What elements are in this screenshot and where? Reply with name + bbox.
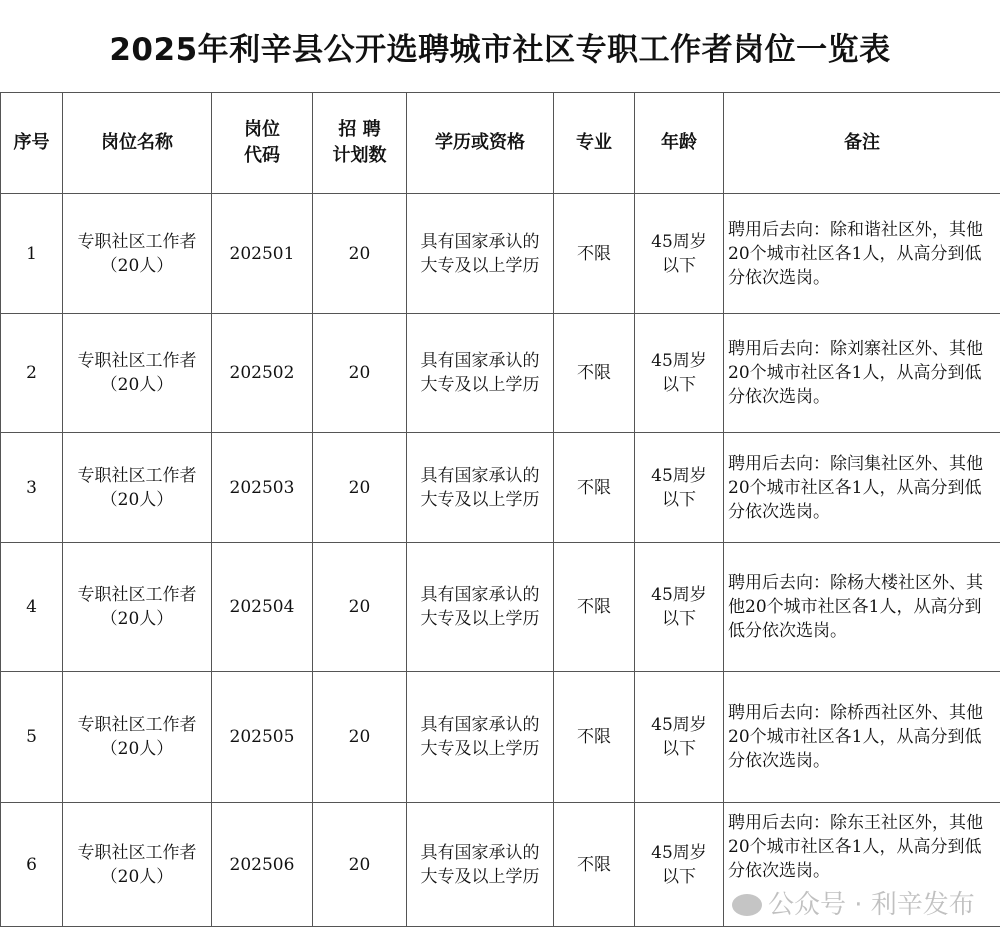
position-code: 202505 <box>212 672 313 803</box>
column-header: 岗位名称 <box>63 93 212 194</box>
age-limit: 45周岁以下 <box>635 803 724 927</box>
major: 不限 <box>554 672 635 803</box>
position-name: 专职社区工作者（20人） <box>63 314 212 433</box>
row-number: 5 <box>1 672 63 803</box>
table-row <box>1 543 1000 672</box>
major: 不限 <box>554 543 635 672</box>
hire-count: 20 <box>313 433 407 543</box>
row-number: 3 <box>1 433 63 543</box>
hire-count: 20 <box>313 803 407 927</box>
position-name: 专职社区工作者（20人） <box>63 194 212 314</box>
hire-count: 20 <box>313 543 407 672</box>
table-row <box>1 672 1000 803</box>
position-name: 专职社区工作者（20人） <box>63 672 212 803</box>
major: 不限 <box>554 194 635 314</box>
major: 不限 <box>554 314 635 433</box>
note: 聘用后去向：除刘寨社区外、其他20个城市社区各1人，从高分到低分依次选岗。 <box>724 314 1000 433</box>
positions-table <box>0 92 1000 927</box>
column-header: 岗位 代码 <box>212 93 313 194</box>
age-limit: 45周岁以下 <box>635 433 724 543</box>
column-header: 学历或资格 <box>407 93 554 194</box>
row-number: 2 <box>1 314 63 433</box>
row-number: 1 <box>1 194 63 314</box>
position-code: 202502 <box>212 314 313 433</box>
column-header: 年龄 <box>635 93 724 194</box>
column-header: 序号 <box>1 93 63 194</box>
hire-count: 20 <box>313 314 407 433</box>
column-header: 备注 <box>724 93 1000 194</box>
major: 不限 <box>554 433 635 543</box>
header-row <box>1 93 1000 194</box>
note: 聘用后去向：除和谐社区外，其他20个城市社区各1人，从高分到低分依次选岗。 <box>724 194 1000 314</box>
position-code: 202501 <box>212 194 313 314</box>
education: 具有国家承认的大专及以上学历 <box>407 314 554 433</box>
table-row <box>1 433 1000 543</box>
note: 聘用后去向：除闫集社区外、其他20个城市社区各1人，从高分到低分依次选岗。 <box>724 433 1000 543</box>
position-name: 专职社区工作者（20人） <box>63 433 212 543</box>
major: 不限 <box>554 803 635 927</box>
column-header: 专业 <box>554 93 635 194</box>
hire-count: 20 <box>313 194 407 314</box>
watermark-text: 公众号 · 利辛发布 <box>768 890 975 920</box>
table-row <box>1 314 1000 433</box>
education: 具有国家承认的大专及以上学历 <box>407 543 554 672</box>
table-row <box>1 194 1000 314</box>
education: 具有国家承认的大专及以上学历 <box>407 433 554 543</box>
note: 聘用后去向：除杨大楼社区外、其他20个城市社区各1人，从高分到低分依次选岗。 <box>724 543 1000 672</box>
position-code: 202503 <box>212 433 313 543</box>
education: 具有国家承认的大专及以上学历 <box>407 803 554 927</box>
position-name: 专职社区工作者（20人） <box>63 803 212 927</box>
age-limit: 45周岁以下 <box>635 314 724 433</box>
note: 聘用后去向：除桥西社区外、其他20个城市社区各1人，从高分到低分依次选岗。 <box>724 672 1000 803</box>
position-code: 202504 <box>212 543 313 672</box>
age-limit: 45周岁以下 <box>635 672 724 803</box>
education: 具有国家承认的大专及以上学历 <box>407 194 554 314</box>
education: 具有国家承认的大专及以上学历 <box>407 672 554 803</box>
page-title: 2025年利辛县公开选聘城市社区专职工作者岗位一览表 <box>0 0 1000 92</box>
column-header: 招 聘 计划数 <box>313 93 407 194</box>
table-row <box>1 803 1000 927</box>
row-number: 6 <box>1 803 63 927</box>
age-limit: 45周岁以下 <box>635 194 724 314</box>
note: 聘用后去向：除东王社区外，其他20个城市社区各1人，从高分到低分依次选岗。 <box>724 803 1000 927</box>
row-number: 4 <box>1 543 63 672</box>
position-code: 202506 <box>212 803 313 927</box>
position-name: 专职社区工作者（20人） <box>63 543 212 672</box>
age-limit: 45周岁以下 <box>635 543 724 672</box>
hire-count: 20 <box>313 672 407 803</box>
